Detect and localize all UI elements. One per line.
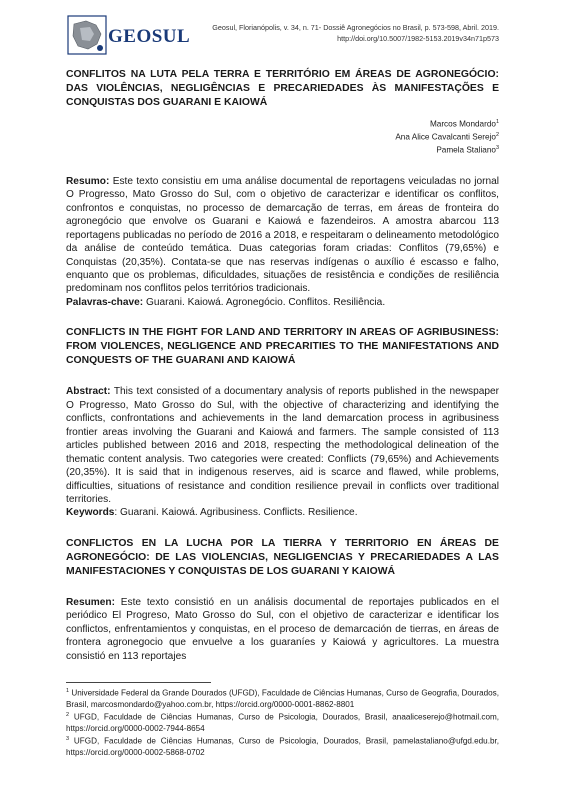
resumen-text: Este texto consistió en un análisis documental de reportajes publicados en el periódico El Progreso, Mato Grosso do Sul, con el objetivo de caracterizar e identificar los conflictos, enfrentamientos y conquistas, en el proceso de demarcación de tierras, en áreas de frontera agronegocio que envuelve a los guaraníes y Kaiowá y agricultores. La muestra consistió en 113 reportajes [66,596,499,662]
footnote-1: $^1$ Universidade Federal da Grande Dourados (UFGD), Faculdade de Ciências Humanas, Curso de Geografia, Dourados, Brasil, marcosmondardo@yahoo.com.br, https://orcid.org/0000-0001-8862-8801 [66,688,499,709]
resumen-label: Resumen: [66,596,115,608]
citation-doi[interactable]: http://doi.org/10.5007/1982-5153.2019v34n71p573 [337,34,499,43]
page-header [66,14,499,58]
keywords-line [66,506,499,519]
author-2: Ana Alice Cavalcanti Serejo$^2$ [395,131,499,142]
resumo-paragraph [66,175,499,296]
footnote-mark-2[interactable]: 2 [495,131,499,138]
abstract-text: This text consisted of a documentary analysis of reports published in the newspaper O Progresso, Mato Grosso do Sul, with the objective of characterizing and identifying the conflicts, confrontations and achievements in the land demarcation process in agribusiness frontier areas involving the Guarani and Kaiowá and farmers. The sample consisted of 113 articles published between 2016 and 2018, respecting the methodological delineation of the thematic content analysis. Two categories were created: Conflicts (79,65%) and Achievements (20,35%). It is said that in indigenous reserves, aid is scarce and flawed, while problems, difficulties, situations of resistance and condition resilience prevail in conflicts over traditional territories. [66,386,499,505]
article-content [66,68,499,663]
keywords-text: : Guarani. Kaiowá. Agribusiness. Conflicts. Resilience. [114,507,358,519]
resumen-paragraph [66,596,499,663]
logo-text: GEOSUL [108,26,191,47]
title-portuguese: CONFLITOS NA LUTA PELA TERRA E TERRITÓRIO EM ÁREAS DE AGRONEGÓCIO: DAS VIOLÊNCIAS, NEGLIGÊNCIAS E PRECARIEDADES ÀS MANIFESTAÇÕES E CONQUISTAS DOS GUARANI E KAIOWÁ [66,69,499,108]
title-english: CONFLICTS IN THE FIGHT FOR LAND AND TERRITORY IN AREAS OF AGRIBUSINESS: FROM VIOLENCES, NEGLIGENCE AND PRECARITIES TO THE MANIFESTATIONS AND CONQUESTS OF THE GUARANI AND KAIOWÁ [66,327,499,367]
citation-journal: Geosul, Florianópolis, v. 34, n. 71- Dossiê Agronegócios no Brasil, p. 573-598, Abril. 2019. [212,23,499,32]
palavras-chave-label: Palavras-chave: [66,296,144,308]
citation-block [212,22,499,44]
abstract-paragraph [66,385,499,506]
footnote-2: $^2$ UFGD, Faculdade de Ciências Humanas, Curso de Psicologia, Dourados, Brasil, anaaliceserejo@hotmail.com, https://orcid.org/0000-0002-7944-8654 [66,711,499,733]
author-3: Pamela Staliano$^3$ [436,144,499,155]
keywords-label: Keywords [66,507,115,519]
footnote-3: $^3$ UFGD, Faculdade de Ciências Humanas, Curso de Psicologia, Dourados, Brasil, pamelastaliano@ufgd.edu.br, https://orcid.org/0000-0002-5868-0702 [66,735,499,757]
author-list [66,117,499,156]
resumo-text: Este texto consistiu em uma análise documental de reportagens veiculadas no jornal O Progresso, Mato Grosso do Sul, com o objetivo de caracterizar e identificar os conflitos, confrontos e conquistas, no processo de demarcação de terras, em áreas de fronteira do agronegócio que envolve os Guarani e Kaiowá e fazendeiros. A amostra abarcou 113 reportagens publicadas no período de 2016 a 2018, e respeitaram o delineamento metodológico da análise de conteúdo temática. Duas categorias foram criadas: Conflitos (79,65%) e Conquistas (20,35%). Contata-se que nas reservas indígenas o auxílio é escasso e falho, enquanto que os problemas, dificuldades, situações de resistência e condições de resiliência predominam nos conflitos pelos territórios tradicionais. [66,175,499,295]
palavras-chave-line [66,296,499,309]
abstract-label: Abstract: [66,386,111,398]
geosul-logo [66,14,191,58]
author-1: Marcos Mondardo$^1$ [429,119,499,129]
footnote-mark-3[interactable]: 3 [495,144,499,151]
footnotes [66,682,499,758]
resumo-label: Resumo: [66,175,110,187]
footnote-divider [66,682,211,683]
geosul-map-logo-icon [66,14,110,58]
footnote-mark-1[interactable]: 1 [495,119,499,125]
title-spanish: CONFLICTOS EN LA LUCHA POR LA TIERRA Y TERRITORIO EN ÁREAS DE AGRONEGÓCIO: DE LAS VIOLENCIAS, NEGLIGENCIAS Y PRECARIEDADES A LAS MANIFESTACIONES Y CONQUISTAS DE LOS GUARANI Y KAIOWÁ [66,537,499,577]
palavras-chave-text: Guarani. Kaiowá. Agronegócio. Conflitos. Resiliência. [143,296,386,308]
